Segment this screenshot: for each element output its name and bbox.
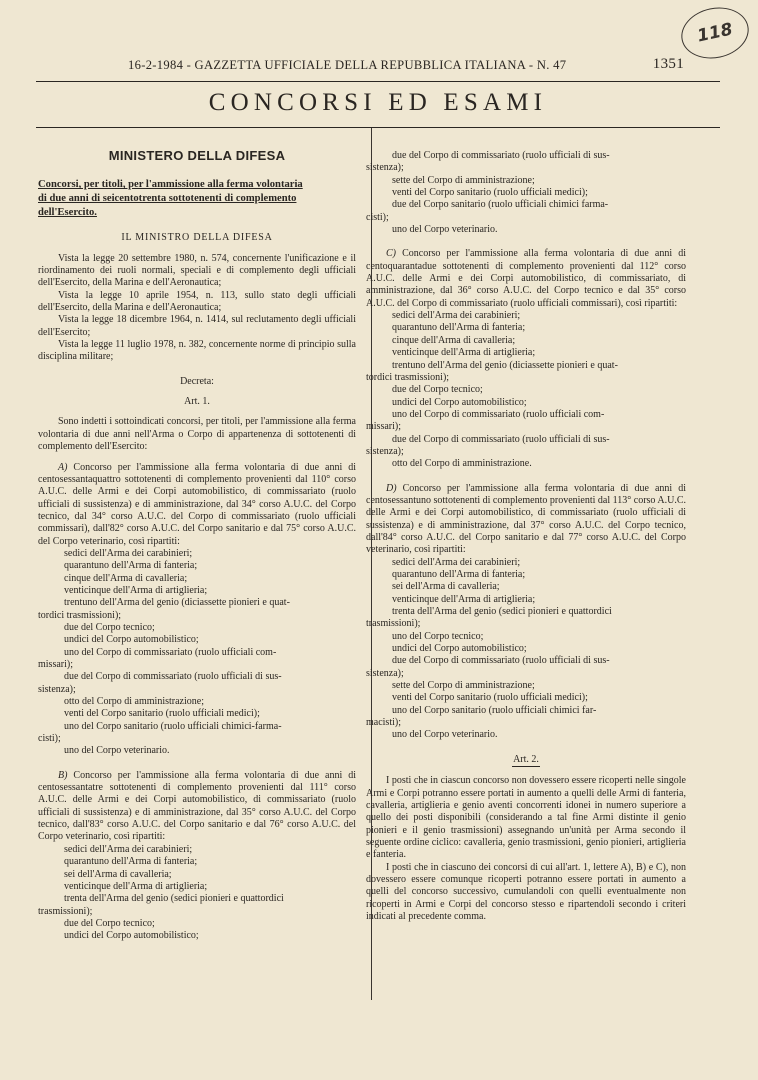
list-item (38, 597, 356, 622)
list-item: otto del Corpo di amministrazione. (392, 458, 532, 470)
concorso-b (38, 770, 356, 844)
list-item: sette del Corpo di amministrazione; (392, 174, 535, 186)
list-item: due del Corpo tecnico; (64, 621, 155, 633)
list-item: cinque dell'Arma di cavalleria; (64, 572, 188, 584)
list-item-line: due del Corpo sanitario (ruolo ufficiali chimici farma- (392, 199, 609, 211)
list-item: uno del Corpo veterinario. (392, 224, 498, 236)
list-item-continuation: tordici trasmissioni); (38, 609, 122, 621)
list-item: venticinque dell'Arma di artiglieria; (64, 584, 208, 596)
list-item-continuation: cisti); (38, 733, 61, 745)
running-header (128, 58, 684, 73)
list-item: due del Corpo tecnico; (64, 917, 155, 929)
concorso-d (366, 483, 686, 557)
list-item-continuation: trasmissioni); (366, 618, 421, 630)
vista-1: Vista la legge 20 settembre 1980, n. 574, concernente l'unificazione e il riordinamento dei ruoli normali, speciali e di complemento degli ufficiali dell'Esercito, della Marina e dell'Aeronautica; (38, 252, 356, 289)
list-item: venticinque dell'Arma di artiglieria; (64, 880, 208, 892)
article-2-paragraph-2: I posti che in ciascuno dei concorsi di cui all'art. 1, lettere A), B) e C), non dovessero essere comunque ricoperti potranno essere portati in aumento a quelli del concorso successivo, cumulandoli con quelli eventualmente non ricoperti in Armi e Corpi del concorso stesso e ripartendoli secondo i criteri indicati al precedente comma. (366, 861, 686, 922)
list-item-line: uno del Corpo sanitario (ruolo ufficiali chimici far- (392, 704, 597, 716)
list-item-continuation: tordici trasmissioni); (366, 371, 450, 383)
list-item: cinque dell'Arma di cavalleria; (392, 334, 516, 346)
list-item: quarantuno dell'Arma di fanteria; (64, 560, 198, 572)
list-item (366, 199, 686, 224)
list-item-line: trenta dell'Arma del genio (sedici pionieri e quattordici (64, 893, 284, 905)
list-item: undici del Corpo automobilistico; (64, 930, 199, 942)
decree-subject (38, 178, 356, 220)
section-title: CONCORSI ED ESAMI (208, 89, 548, 116)
list-item: sedici dell'Arma dei carabinieri; (64, 547, 193, 559)
list-item-line: due del Corpo di commissariato (ruolo ufficiali di sus- (392, 150, 610, 161)
vista-3: Vista la legge 18 dicembre 1964, n. 1414, sul reclutamento degli ufficiali dell'Esercito; (38, 314, 356, 338)
list-item: venticinque dell'Arma di artiglieria; (392, 347, 536, 359)
concorso-a (38, 462, 356, 548)
list-item (38, 721, 356, 746)
list-item-line: due del Corpo di commissariato (ruolo ufficiali di sus- (64, 671, 282, 683)
list-item: uno del Corpo veterinario. (392, 729, 498, 741)
article-2-rule (512, 766, 540, 767)
list-item: venti del Corpo sanitario (ruolo ufficiali medici); (392, 692, 588, 704)
left-column (38, 136, 356, 943)
concorso-c (366, 248, 686, 310)
list-item (366, 434, 686, 459)
article-2-paragraph-1: I posti che in ciascun concorso non dovessero essere ricoperti nelle singole Armi e Corpi potranno essere portati in aumento a quelli delle Armi di fanteria, cavalleria, artiglieria e genio aventi concorrenti idonei in numero superiore a quello dei posti disponibili (considerando a tal fine Armi distinte il genio pionieri e il genio trasmissioni) assegnando un'unità per Arma secondo il seguente ordine ciclico: cavalleria, genio trasmissioni, genio pionieri, artiglieria e fanteria. (366, 775, 686, 861)
list-item-continuation: sistenza); (366, 667, 404, 679)
page-number: 1351 (652, 56, 684, 72)
list-item: undici del Corpo automobilistico; (64, 634, 199, 646)
list-item-continuation: sistenza); (366, 162, 404, 174)
header-text: 16-2-1984 - GAZZETTA UFFICIALE DELLA REPUBBLICA ITALIANA - N. 47 (128, 58, 567, 72)
list-item-line: trenta dell'Arma del genio (sedici pionieri e quattordici (392, 606, 612, 618)
concorso-d-label: D) (386, 482, 397, 494)
list-item (38, 647, 356, 672)
list-item-line: uno del Corpo di commissariato (ruolo ufficiali com- (392, 408, 605, 420)
list-item: quarantuno dell'Arma di fanteria; (392, 569, 526, 580)
article-1-intro: Sono indetti i sottoindicati concorsi, per titoli, per l'ammissione alla ferma volontaria di due anni nell'Arma o Corpo di appartenenza di sottotenenti di complemento dell'Esercito: (38, 416, 356, 453)
list-item (366, 655, 686, 680)
list-item-continuation: trasmissioni); (38, 905, 93, 917)
list-item: quarantuno dell'Arma di fanteria; (392, 322, 526, 334)
list-item: venticinque dell'Arma di artiglieria; (392, 593, 536, 605)
list-item-continuation: missari); (366, 421, 401, 433)
list-item: uno del Corpo veterinario. (64, 745, 170, 757)
concorso-c-text: Concorso per l'ammissione alla ferma volontaria di due anni di centoquarantadue sottotenenti di complemento provenienti dal 112° corso A.U.C. delle Armi e dei Corpi automobilistico, di commissariato, di amministrazione, dal 36° corso A.U.C. del Corpo tecnico e dal 35° corso A.U.C. del Corpo di commissariato (ruolo ufficiali commissari), così ripartiti: (366, 248, 686, 309)
list-item: quarantuno dell'Arma di fanteria; (64, 856, 198, 868)
concorso-a-label: A) (58, 461, 68, 473)
subject-line-3: dell'Esercito. (38, 207, 97, 219)
list-item: sei dell'Arma di cavalleria; (64, 868, 172, 880)
concorso-a-text: Concorso per l'ammissione alla ferma volontaria di due anni di centosessantaquattro sottotenenti di complemento provenienti dal 110° corso A.U.C. delle Armi e dei Corpi automobilistico, di commissariato (ruolo ufficiali di sussistenza) e di amministrazione, dal 34° corso A.U.C. del Corpo tecnico, dal 34° corso A.U.C. del Corpo di commissariato (ruolo ufficiali commissari), dall'82° corso A.U.C. del Corpo sanitario e dal 75° corso A.U.C. del Corpo veterinario, così ripartiti: (38, 461, 356, 547)
list-item: undici del Corpo automobilistico; (392, 643, 527, 655)
concorso-d-text: Concorso per l'ammissione alla ferma volontaria di due anni di centosessantuno sottotenenti di complemento provenienti dal 113° corso A.U.C. delle Armi e dei Corpi automobilistico, di commissariato (ruolo ufficiali di sussistenza) e di amministrazione, dal 37° corso A.U.C. del Corpo tecnico, dall'84° corso A.U.C. del Corpo sanitario e dal 77° corso A.U.C. del Corpo veterinario, così ripartiti: (366, 482, 686, 556)
section-rule (36, 127, 720, 128)
list-item (366, 360, 686, 385)
concorso-b-text: Concorso per l'ammissione alla ferma volontaria di due anni di centosessantatre sottotenenti di complemento provenienti dal 111° corso A.U.C. delle Armi e dei Corpi automobilistico, di commissariato (ruolo ufficiali di sussistenza) e di amministrazione, dal 35° corso A.U.C. del Corpo tecnico, dall'83° corso A.U.C. del Corpo sanitario e dal 76° corso A.U.C. del Corpo veterinario, così ripartiti: (38, 769, 356, 843)
list-item: uno del Corpo tecnico; (392, 630, 484, 642)
list-item (38, 893, 356, 918)
list-item: sette del Corpo di amministrazione; (392, 680, 535, 692)
list-item: sedici dell'Arma dei carabinieri; (64, 843, 193, 855)
minister-heading: IL MINISTRO DELLA DIFESA (121, 232, 273, 244)
list-item: undici del Corpo automobilistico; (392, 396, 527, 408)
list-item-line: due del Corpo di commissariato (ruolo ufficiali di sus- (392, 433, 610, 445)
list-item (366, 705, 686, 730)
right-column (366, 136, 686, 923)
page-stamp: 118 (677, 1, 754, 64)
list-item: venti del Corpo sanitario (ruolo ufficiali medici); (392, 187, 588, 199)
list-item (366, 409, 686, 434)
vista-2: Vista la legge 10 aprile 1954, n. 113, sullo stato degli ufficiali dell'Esercito, della Marina e dell'Aeronautica; (38, 289, 356, 314)
list-item-continuation: macisti); (366, 717, 401, 729)
list-item-line: trentuno dell'Arma del genio (diciassette pionieri e quat- (392, 359, 618, 371)
ministry-heading: MINISTERO DELLA DIFESA (108, 148, 286, 163)
list-item: sedici dell'Arma dei carabinieri; (392, 310, 521, 322)
concorso-b-label: B) (58, 769, 68, 781)
subject-line-1: Concorsi, per titoli, per l'ammissione alla ferma volontaria (38, 179, 303, 191)
list-item: venti del Corpo sanitario (ruolo ufficiali medici); (64, 708, 260, 720)
decreta: Decreta: (180, 375, 214, 387)
list-item-continuation: sistenza); (366, 445, 404, 457)
list-item-line: trentuno dell'Arma del genio (diciassette pionieri e quat- (64, 597, 290, 609)
list-item-continuation: cisti); (366, 211, 389, 223)
list-item-line: uno del Corpo di commissariato (ruolo ufficiali com- (64, 646, 277, 658)
article-2-heading: Art. 2. (513, 753, 539, 765)
list-item: otto del Corpo di amministrazione; (64, 696, 204, 708)
list-item-line: uno del Corpo sanitario (ruolo ufficiali chimici-farma- (64, 720, 282, 732)
list-item (38, 671, 356, 696)
list-item-line: due del Corpo di commissariato (ruolo ufficiali di sus- (392, 655, 610, 667)
vista-4: Vista la legge 11 luglio 1978, n. 382, concernente norme di principio sulla disciplina militare; (38, 339, 356, 363)
list-item (366, 606, 686, 631)
header-rule (36, 81, 720, 82)
list-item: sedici dell'Arma dei carabinieri; (392, 556, 521, 568)
concorso-c-label: C) (386, 248, 396, 260)
list-item-continuation: sistenza); (38, 683, 76, 695)
list-item: sei dell'Arma di cavalleria; (392, 581, 500, 593)
list-item (366, 150, 686, 175)
article-1-heading: Art. 1. (184, 396, 210, 408)
subject-line-2: di due anni di seicentotrenta sottotenenti di complemento (38, 193, 297, 205)
list-item: due del Corpo tecnico; (392, 384, 483, 396)
list-item-continuation: missari); (38, 659, 73, 670)
